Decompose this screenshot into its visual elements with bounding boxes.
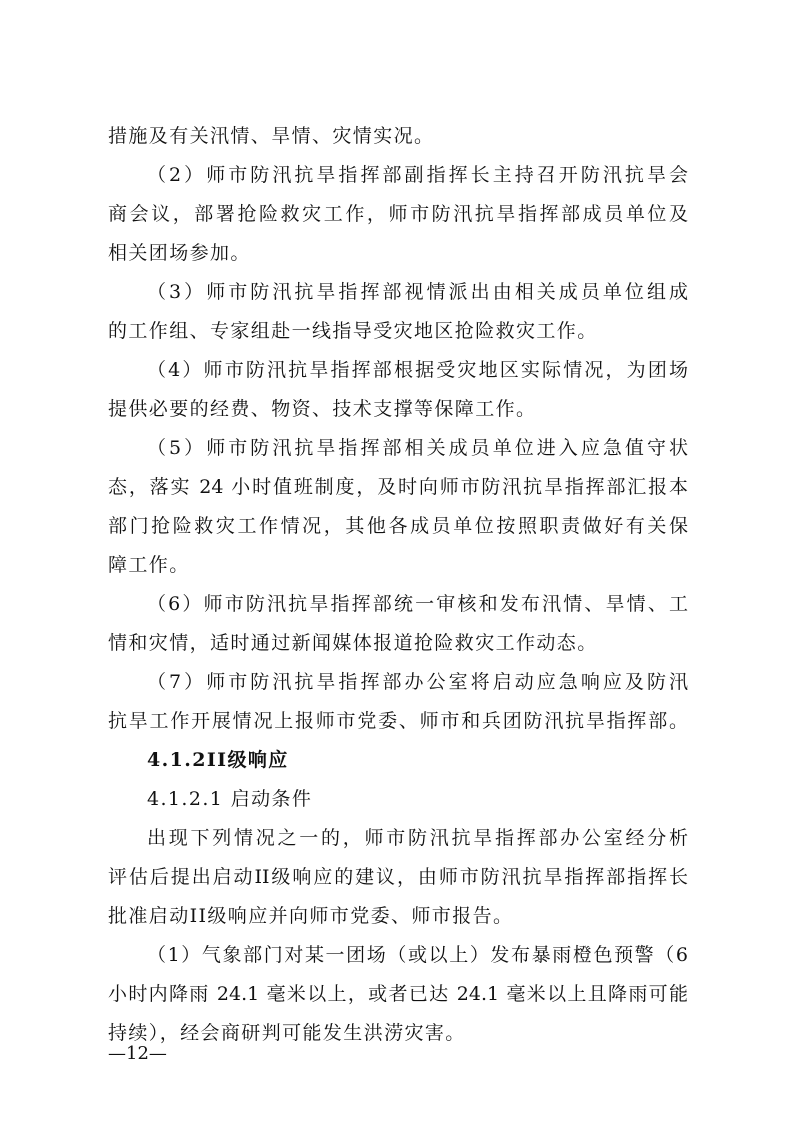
paragraph-line: 批准启动II级响应并向师市党委、师市报告。 [108,905,514,927]
paragraph-line: （4）师市防汛抗旱指挥部根据受灾地区实际情况，为团场 [147,359,688,381]
paragraph-line: 出现下列情况之一的，师市防汛抗旱指挥部办公室经分析 [147,827,688,849]
paragraph-line: 提供必要的经费、物资、技术支撑等保障工作。 [108,398,537,420]
paragraph-line: （3）师市防汛抗旱指挥部视情派出由相关成员单位组成 [147,281,688,303]
paragraph-line: 相关团场参加。 [108,242,251,264]
paragraph-line: （5）师市防汛抗旱指挥部相关成员单位进入应急值守状 [147,437,688,459]
paragraph-line: （7）师市防汛抗旱指挥部办公室将启动应急响应及防汛 [147,671,688,693]
paragraph-line: （1）气象部门对某一团场（或以上）发布暴雨橙色预警（6 [147,944,688,966]
paragraph-line: （6）师市防汛抗旱指挥部统一审核和发布汛情、旱情、工 [147,593,688,615]
paragraph-line: 评估后提出启动II级响应的建议，由师市防汛抗旱指挥部指挥长 [108,866,688,888]
paragraph-line: 情和灾情，适时通过新闻媒体报道抢险救灾工作动态。 [108,632,598,654]
paragraph-line: 的工作组、专家组赴一线指导受灾地区抢险救灾工作。 [108,320,598,342]
subsection-heading: 4.1.2.1 启动条件 [147,788,313,810]
page-number: —12— [108,1043,167,1064]
paragraph-line: 持续），经会商研判可能发生洪涝灾害。 [108,1022,466,1044]
paragraph-line: 小时内降雨 24.1 毫米以上，或者已达 24.1 毫米以上且降雨可能 [108,983,688,1005]
paragraph-line: 措施及有关汛情、旱情、灾情实况。 [108,125,435,147]
paragraph-line: 部门抢险救灾工作情况，其他各成员单位按照职责做好有关保 [108,515,688,537]
paragraph-line: （2）师市防汛抗旱指挥部副指挥长主持召开防汛抗旱会 [147,164,688,186]
paragraph-line: 商会议，部署抢险救灾工作，师市防汛抗旱指挥部成员单位及 [108,203,688,225]
paragraph-line: 态，落实 24 小时值班制度，及时向师市防汛抗旱指挥部汇报本 [108,476,688,498]
section-heading: 4.1.2II级响应 [147,749,289,771]
paragraph-line: 抗旱工作开展情况上报师市党委、师市和兵团防汛抗旱指挥部。 [108,710,688,732]
paragraph-line: 障工作。 [108,554,190,576]
